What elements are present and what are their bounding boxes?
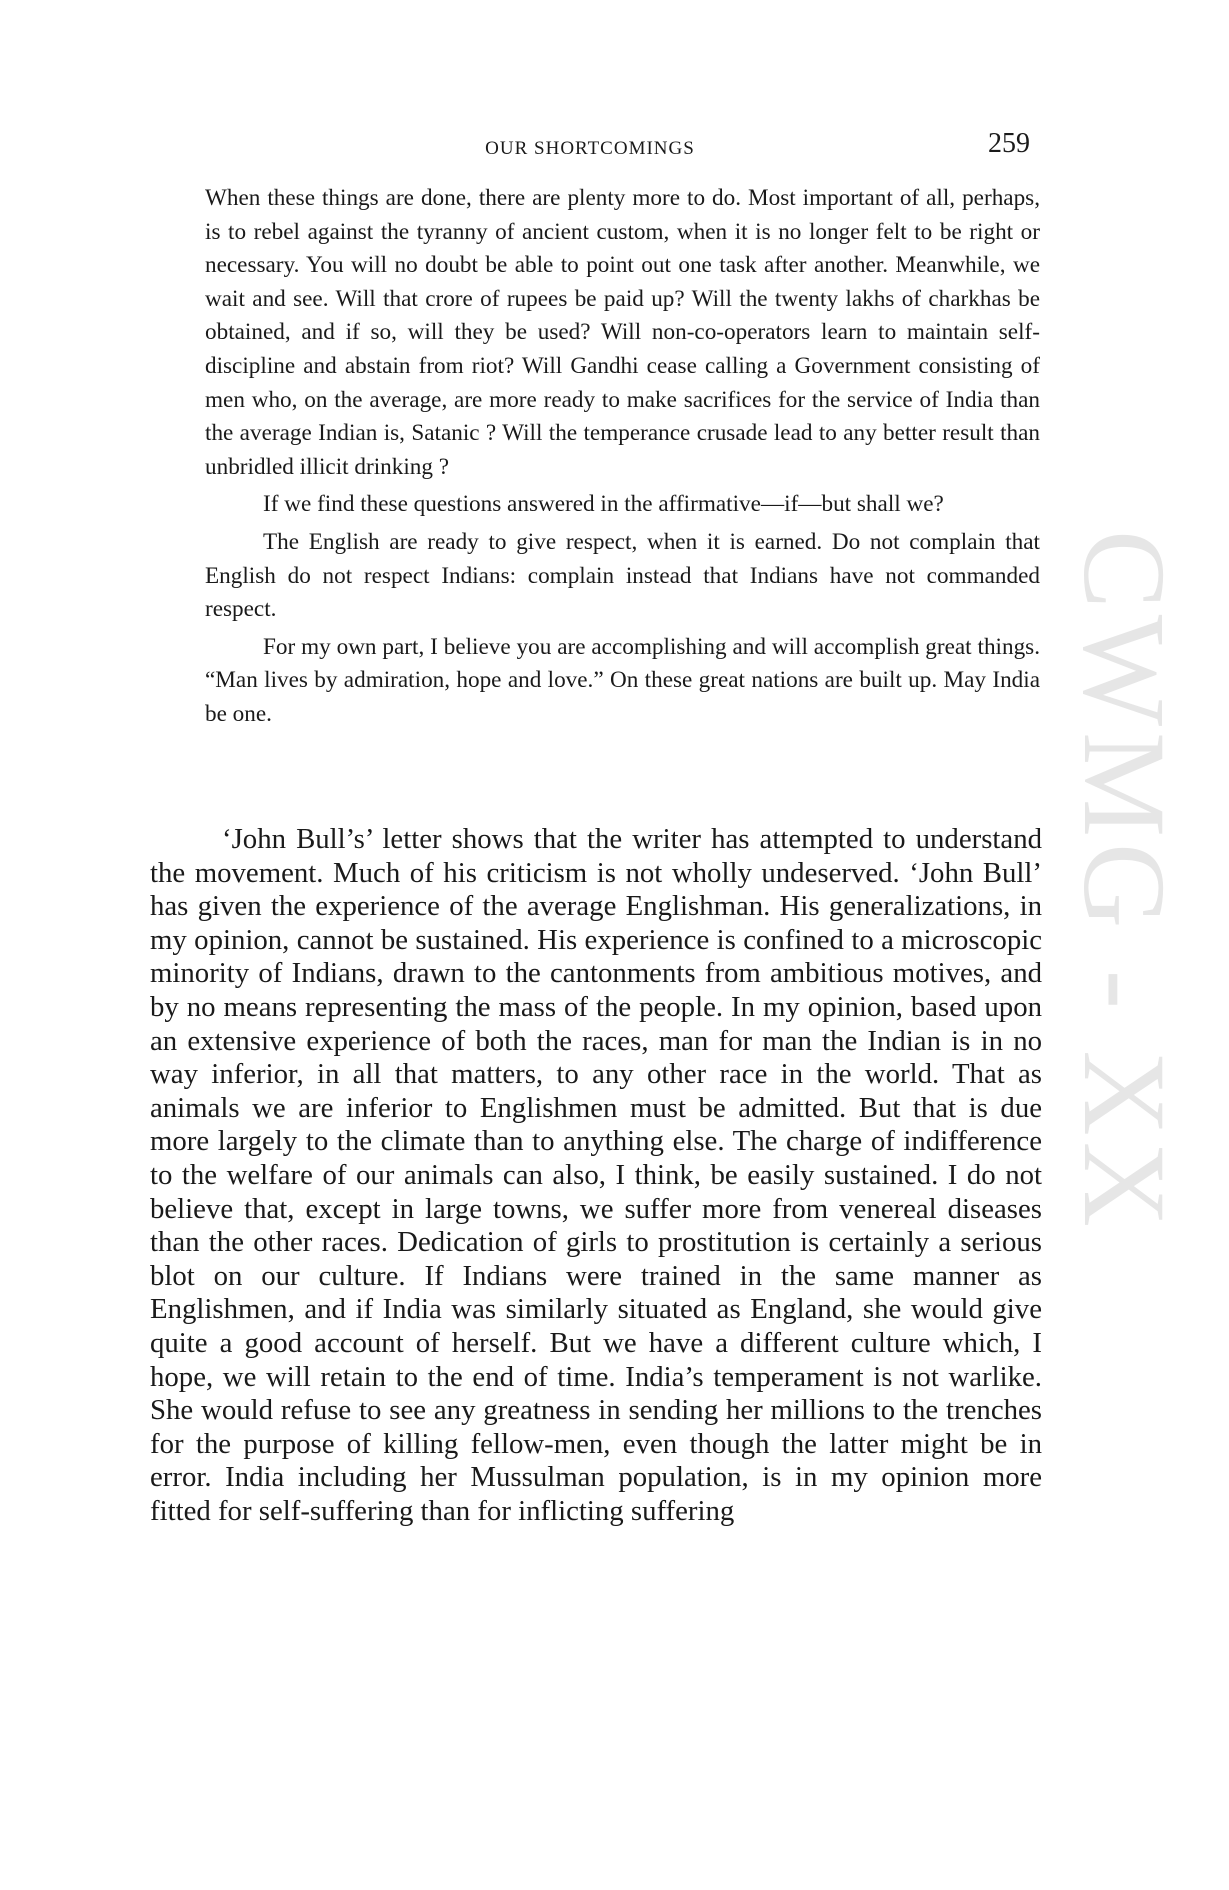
watermark-text: CWMG - XX <box>1059 530 1190 1233</box>
main-text <box>150 823 1042 1528</box>
page-number: 259 <box>988 128 1030 159</box>
quoted-paragraph-1: When these things are done, there are plenty more to do. Most important of all, perhaps, is to rebel against the tyranny of ancient custom, when it is no longer felt to be right or necessary. You will no doubt be able to point out one task after another. Meanwhile, we wait and see. Will that crore of rupees be paid up? Will the twenty lakhs of charkhas be obtained, and if so, will they be used? Will non-co-operators learn to maintain self-discipline and abstain from riot? Will Gandhi cease calling a Government consisting of men who, on the average, are more ready to make sacrifices for the service of India than the average Indian is, Satanic ? Will the temperance crusade lead to any better result than unbridled illicit drinking ? <box>205 185 1040 480</box>
quoted-paragraph-3: The English are ready to give respect, when it is earned. Do not complain that English do not respect Indians: complain instead that Indians have not commanded respect. <box>205 528 1040 623</box>
quoted-letter <box>205 182 1040 736</box>
quoted-paragraph-2: If we find these questions answered in the affirmative—if—but shall we? <box>263 491 944 518</box>
quoted-paragraph-4: For my own part, I believe you are accomplishing and will accomplish great things. “Man lives by admiration, hope and love.” On these great nations are built up. May India be one. <box>205 633 1040 727</box>
main-paragraph: ‘John Bull’s’ letter shows that the writer has attempted to understand the movement. Much of his criticism is not wholly undeserved. ‘John Bull’ has given the experience of the average Englishman. His generalizations, in my opinion, cannot be sustained. His experience is confined to a microscopic minority of Indians, drawn to the cantonments from ambitious motives, and by no means representing the mass of the people. In my opinion, based upon an extensive experience of both the races, man for man the Indian is in no way inferior, in all that matters, to any other race in the world. That as animals we are inferior to Englishmen must be admitted. But that is due more largely to the climate than to anything else. The charge of indifference to the welfare of our animals can also, I think, be easily sustained. I do not believe that, except in large towns, we suffer more from venereal diseases than the other races. Dedication of girls to prostitution is certainly a serious blot on our culture. If Indians were trained in the same manner as Englishmen, and if India was similarly situated as England, she would give quite a good account of herself. But we have a different culture which, I hope, we will retain to the end of time. India’s temperament is not warlike. She would refuse to see any greatness in sending her millions to the trenches for the purpose of killing fellow-men, even though the latter might be in error. India including her Mussulman population, is in my opinion more fitted for self-suffering than for inflicting suffering <box>150 823 1042 1527</box>
running-title: OUR SHORTCOMINGS <box>485 138 695 159</box>
watermark <box>1055 530 1195 1350</box>
watermark-graphic <box>1055 530 1195 1350</box>
running-head <box>150 128 1030 168</box>
